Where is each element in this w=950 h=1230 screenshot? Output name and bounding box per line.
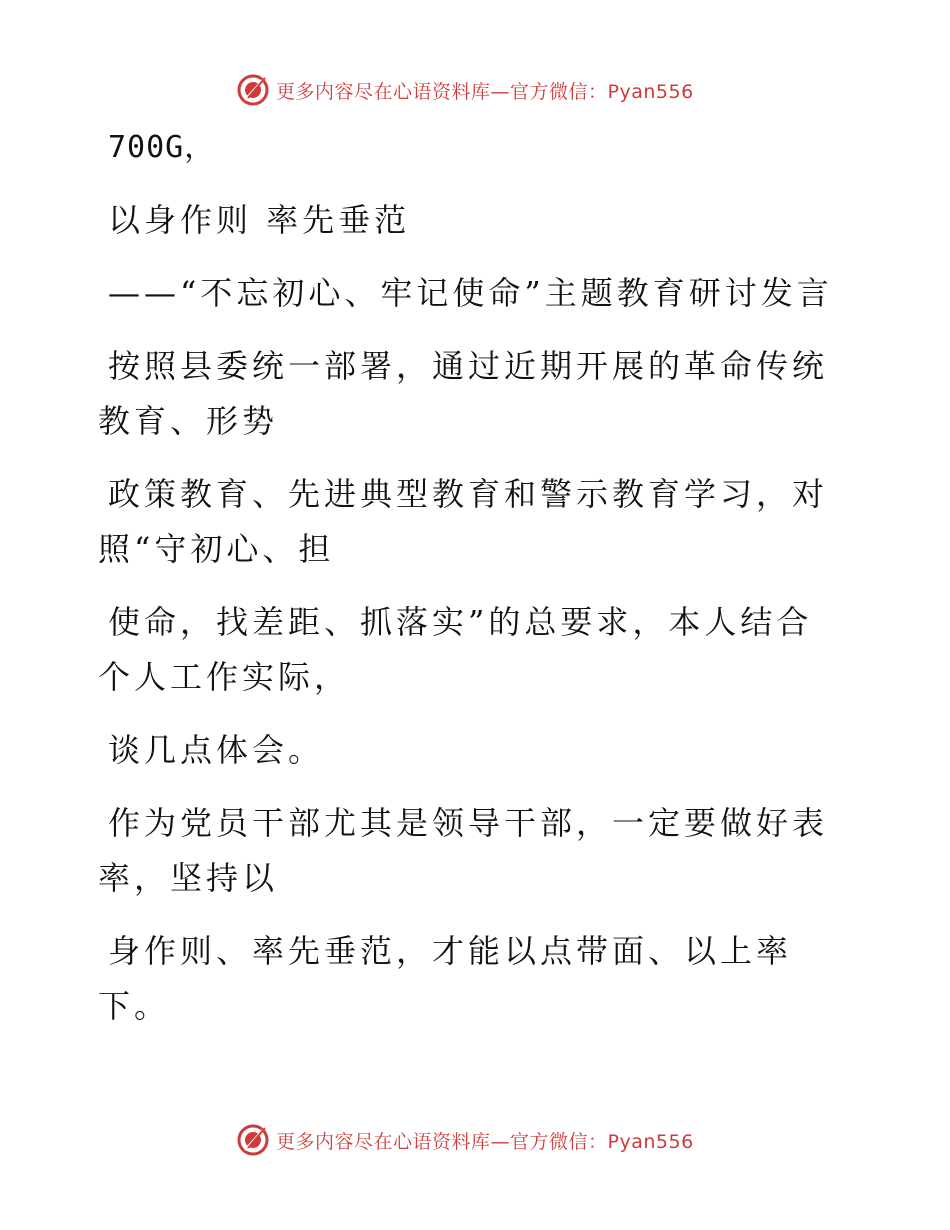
footer-banner-text: 更多内容尽在心语资料库—官方微信：Pyan556 bbox=[276, 1130, 694, 1153]
paragraph: 身作则、率先垂范，才能以点带面、以上率下。 bbox=[98, 932, 793, 1025]
header-banner-text: 更多内容尽在心语资料库—官方微信：Pyan556 bbox=[276, 80, 694, 103]
paragraph: 使命，找差距、抓落实”的总要求，本人结合个人工作实际， bbox=[98, 603, 813, 696]
paragraph: 政策教育、先进典型教育和警示教育学习，对照“守初心、担 bbox=[98, 475, 829, 568]
paragraph: 作为党员干部尤其是领导干部，一定要做好表率，坚持以 bbox=[98, 804, 829, 897]
document-body bbox=[98, 120, 838, 1052]
paragraph: 按照县委统一部署，通过近期开展的革命传统教育、形势 bbox=[98, 347, 829, 440]
paragraph: 谈几点体会。 bbox=[108, 731, 325, 769]
header-banner bbox=[236, 72, 716, 108]
paragraph-code: 700G， bbox=[108, 130, 216, 165]
seal-logo-icon bbox=[236, 1123, 270, 1157]
document-subtitle: ——“不忘初心、牢记使命”主题教育研讨发言 bbox=[108, 274, 833, 312]
footer-banner bbox=[236, 1122, 716, 1158]
seal-logo-icon bbox=[236, 73, 270, 107]
document-title: 以身作则 率先垂范 bbox=[108, 201, 411, 239]
